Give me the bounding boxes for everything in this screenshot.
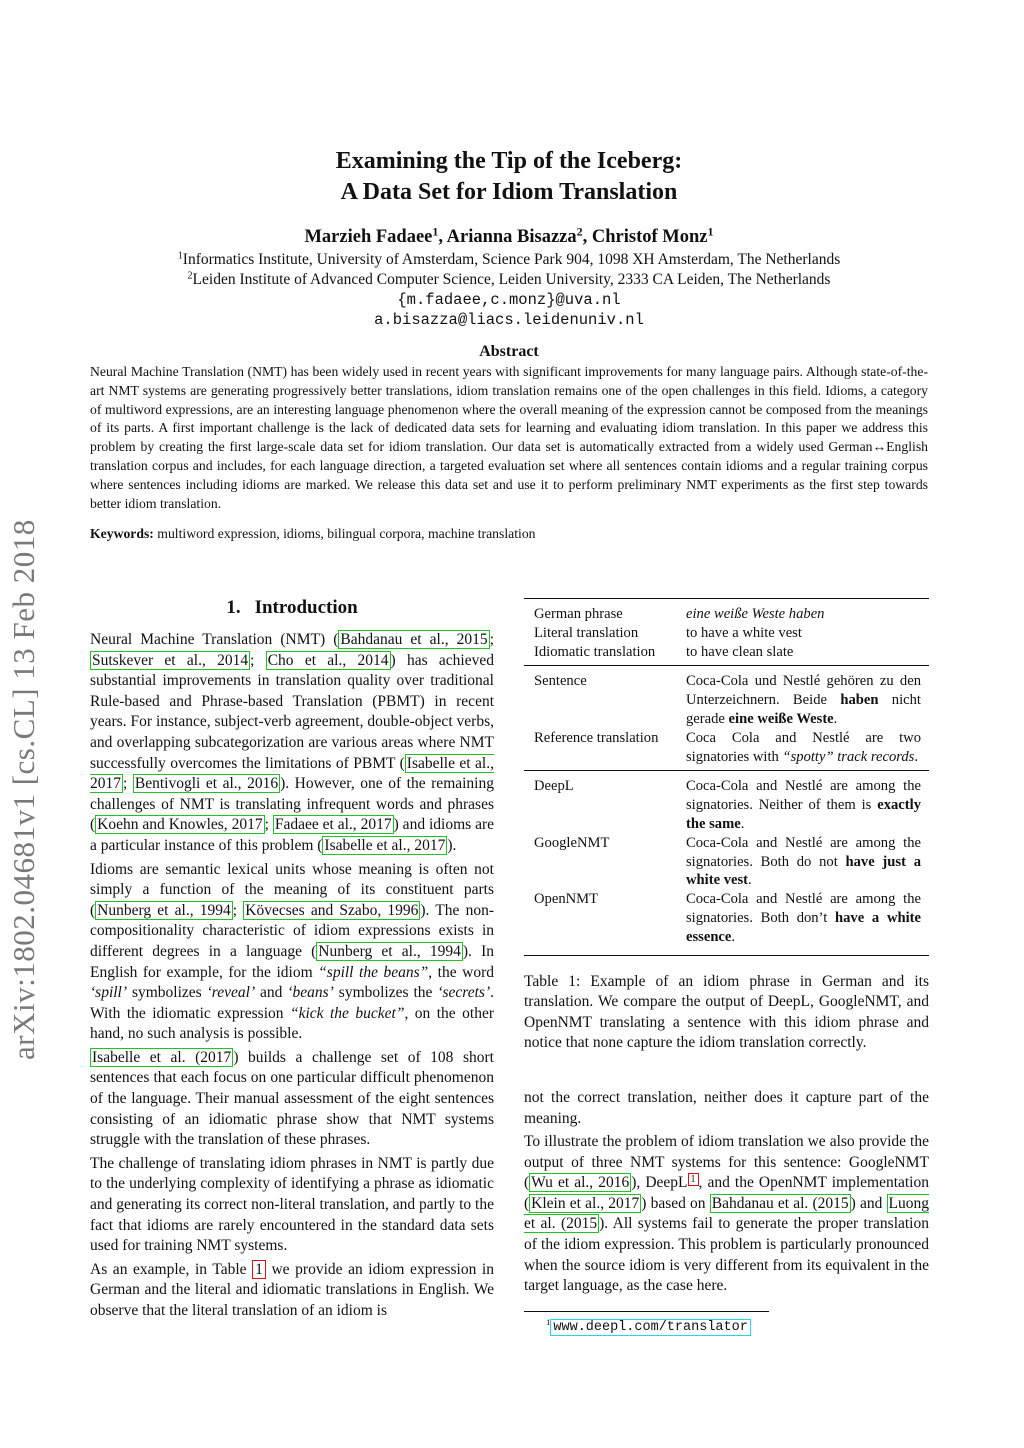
author-list: Marzieh Fadaee$^1$, Arianna Bisazza$^2$, Christof Monz$^1$ (304, 224, 714, 247)
footnote-url-link[interactable]: www.deepl.com/translator (550, 1319, 750, 1336)
table-row (524, 666, 929, 729)
left-column (90, 596, 494, 1325)
table-row (524, 599, 929, 624)
right-paragraph-2: To illustrate the problem of idiom translation we also provide the output of three NMT systems for this sentence: GoogleNMT ( Wu et al., 2016 ), DeepL $^1$ , and the OpenNMT implementation ( Klein et al., 2017 ) based on Bahdanau et al. (2015 ) and Luong et al. (2015 ). All systems fail to generate the proper translation of the idiom expression. This problem is particularly pronounced when the source idiom is very different from its equivalent in the target language, as the case here. (524, 1133, 929, 1295)
abstract-section (90, 342, 928, 543)
citation-link[interactable]: Nunberg et al., 1994 (97, 901, 231, 919)
section-number: 1. (226, 597, 241, 618)
row-label: DeepL (534, 778, 574, 795)
row-label: Reference translation (524, 729, 686, 771)
keywords-list: multiword expression, idioms, bilingual corpora, machine translation (157, 526, 536, 542)
row-label: GoogleNMT (534, 834, 610, 851)
keywords-label: Keywords: (90, 526, 154, 542)
section-title: Introduction (254, 597, 358, 618)
author-affil-mark: 1 (707, 224, 714, 239)
author-name: Marzieh Fadaee (304, 227, 433, 247)
right-paragraph-1: not the correct translation, neither does it capture part of the meaning. (524, 1088, 929, 1127)
paper-title-line-2: A Data Set for Idiom Translation (340, 179, 678, 205)
row-label: OpenNMT (524, 890, 686, 955)
citation-link[interactable]: Fadaee et al., 2017 (274, 816, 392, 834)
table-row (524, 771, 929, 834)
row-label: German phrase (534, 606, 623, 622)
row-value: Coca-Cola und Nestlé gehören zu den Unterzeichnern. Beide haben nicht gerade eine weiße Weste. (686, 673, 921, 727)
row-label: Literal translation (534, 624, 639, 641)
title-block (90, 146, 928, 330)
row-value: to have a white vest (686, 624, 802, 641)
intro-paragraph-4: The challenge of translating idiom phrases in NMT is partly due to the underlying complexity of identifying a phrase as idiomatic and generating its correct non-literal translation, and partly to the fact that idioms are rarely encountered in the standard data sets used for training NMT systems. (90, 1154, 494, 1255)
author-affil-mark: 2 (576, 224, 583, 239)
table-row (524, 643, 929, 666)
affiliation-mark: 1 (177, 250, 183, 262)
citation-link[interactable]: Klein et al., 2017 (531, 1194, 640, 1212)
table-1 (524, 598, 929, 956)
footnote (524, 1318, 929, 1335)
table-caption: Table 1: Example of an idiom phrase in German and its translation. We compare the output of DeepL, GoogleNMT, and OpenNMT translating a sentence with this idiom phrase and notice that none capture the idiom translation correctly. (524, 972, 929, 1052)
paper-title-line-1: Examining the Tip of the Iceberg: (335, 148, 683, 174)
abstract-text: Neural Machine Translation (NMT) has been widely used in recent years with significant improvements for many language pairs. Although state-of-the-art NMT systems are generating progressively better translations, idiom translation remains one of the open challenges in this field. Idioms, a category of multiword expressions, are an interesting language phenomenon where the overall meaning of the expression cannot be composed from the meanings of its parts. A first important challenge is the lack of dedicated data sets for learning and evaluating idiom translation. In this paper we address this problem by creating the first large-scale data set for idiom translation. Our data set is automatically extracted from a widely used German↔English translation corpus and includes, for each language direction, a targeted evaluation set where all sentences contain idioms and a regular training corpus where sentences including idioms are marked. We release this data set and use it to perform preliminary NMT experiments as the first step towards better idiom translation. (90, 364, 928, 511)
intro-paragraph-3: Isabelle et al. (2017 ) builds a challenge set of 108 short sentences that each focus on one particular difficult phenomenon of the language. Their manual assessment of the eight sentences consisting of an idiomatic phrase show that NMT systems struggle with the translation of these phrases. (90, 1048, 494, 1149)
affiliation (90, 270, 928, 290)
table-row (524, 624, 929, 643)
row-value: eine weiße Weste haben (686, 606, 825, 622)
author-name: Arianna Bisazza (446, 227, 577, 247)
table-reference-link[interactable]: 1 (252, 1260, 266, 1279)
author-name: Christof Monz (591, 227, 708, 247)
idiom-example-table (524, 599, 929, 956)
right-column (524, 596, 929, 1335)
row-value: Coca-Cola and Nestlé are among the signatories. Neither of them is exactly the same. (686, 778, 921, 832)
affiliation-text: Leiden Institute of Advanced Computer Science, Leiden University, 2333 CA Leiden, The Netherlands (192, 271, 831, 288)
row-value: to have clean slate (686, 643, 929, 666)
citation-link[interactable]: Wu et al., 2016 (531, 1174, 630, 1192)
footnote-divider (524, 1311, 769, 1312)
email-address: {m.fadaee,c.monz}@uva.nl (397, 291, 621, 309)
intro-paragraph-5: As an example, in Table 1 we provide an idiom expression in German and the literal and idiomatic translations in English. We observe that the literal translation of an idiom is (90, 1260, 494, 1319)
arxiv-side-stamp: arXiv:1802.04681v1 [cs.CL] 13 Feb 2018 (6, 519, 41, 1060)
intro-paragraph-2: Idioms are semantic lexical units whose meaning is often not simply a function of the meaning of its constituent parts ( Nunberg et al., 1994 ; Kövecses and Szabo, 1996 ). The non-compositionality characteristic of idiom expressions exists in different degrees in a language ( Nunberg et al., 1994 ). In English for example, for the idiom “spill the beans”, the word ‘spill’ symbolizes ‘reveal’ and ‘beans’ symbolizes the ‘secrets’. With the idiomatic expression “kick the bucket”, on the other hand, no such analysis is possible. (90, 860, 495, 1043)
abstract-heading: Abstract (479, 343, 539, 360)
row-label: Sentence (534, 673, 587, 690)
table-row (524, 890, 929, 955)
footnote-reference-link[interactable]: 1 (688, 1173, 699, 1186)
email-address: a.bisazza@liacs.leidenuniv.nl (374, 311, 644, 329)
author-affil-mark: 1 (432, 224, 439, 239)
citation-link[interactable]: Cho et al., 2014 (267, 651, 389, 669)
row-value: Coca Cola and Nestlé are two signatories with “spotty” track records. (686, 729, 929, 771)
citation-link[interactable]: Isabelle et al., 2017 (90, 754, 494, 793)
intro-paragraph-1: Neural Machine Translation (NMT) ( Bahdanau et al., 2015 ; Sutskever et al., 2014 ; Cho et al., 2014 ) has achieved substantial improvements in translation quality over traditional Rule-based and Phrase-based Translation (PBMT) in recent years. For instance, subject-verb agreement, double-object verbs, and overlapping subcategorization are various areas where NMT successfully overcomes the limitations of PBMT ( Isabelle et al., 2017 ; Bentivogli et al., 2016 ). However, one of the remaining challenges of NMT is translating infrequent words and phrases ( Koehn and Knowles, 2017 ; Fadaee et al., 2017 ) and idioms are a particular instance of this problem ( Isabelle et al., 2017 ). (90, 631, 495, 854)
affiliation-mark: 2 (187, 270, 193, 282)
citation-link[interactable]: Koehn and Knowles, 2017 (97, 816, 263, 834)
citation-link[interactable]: Sutskever et al., 2014 (92, 651, 249, 669)
citation-link[interactable]: Luong et al. (2015 (524, 1194, 929, 1233)
citation-link[interactable]: Bahdanau et al. (2015 (711, 1194, 849, 1212)
section-heading-introduction (90, 596, 494, 620)
affiliation (90, 250, 928, 270)
citation-link[interactable]: Isabelle et al., 2017 (324, 836, 446, 854)
table-row (524, 729, 929, 771)
row-value: Coca-Cola and Nestlé are among the signatories. Both do not have just a white vest. (686, 834, 921, 889)
citation-link[interactable]: Bentivogli et al., 2016 (134, 775, 279, 793)
affiliation-text: Informatics Institute, University of Amsterdam, Science Park 904, 1098 XH Amsterdam, The Netherlands (182, 251, 841, 268)
citation-link[interactable]: Kövecses and Szabo, 1996 (245, 901, 419, 919)
footnote-mark: 1 (546, 1317, 551, 1328)
row-label: Idiomatic translation (524, 643, 686, 666)
table-row (524, 834, 929, 890)
keywords (90, 525, 928, 543)
citation-link[interactable]: Isabelle et al. (2017 (92, 1048, 232, 1066)
row-value: Coca-Cola and Nestlé are among the signatories. Both don’t have a white essence. (686, 890, 929, 955)
citation-link[interactable]: Bahdanau et al., 2015 (340, 631, 488, 648)
citation-link[interactable]: Nunberg et al., 1994 (318, 942, 461, 960)
